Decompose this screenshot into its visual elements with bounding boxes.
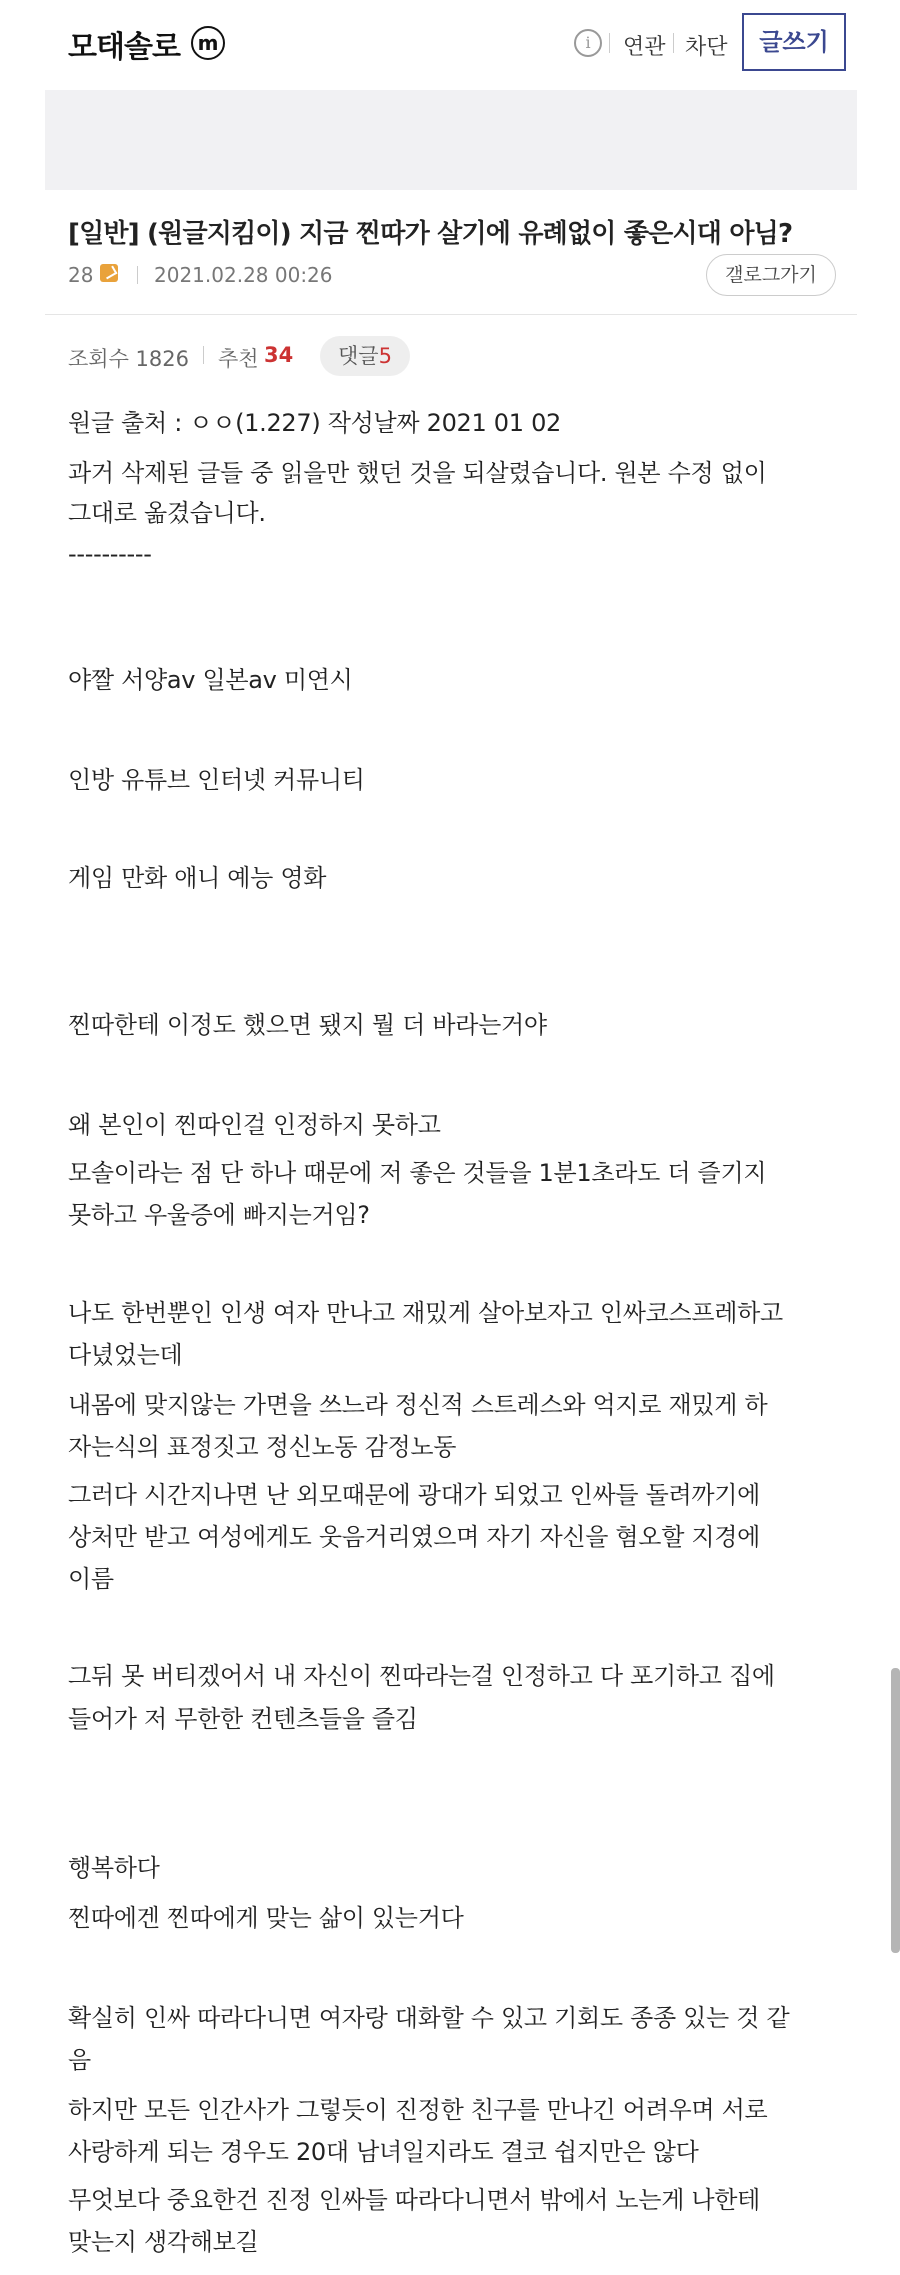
ad-banner (45, 90, 857, 190)
post-title: [일반] (원글지킴이) 지금 찐따가 살기에 유례없이 좋은시대 아님? (68, 219, 793, 249)
body-line: 확실히 인싸 따라다니면 여자랑 대화할 수 있고 기회도 종종 있는 것 같 (68, 2004, 790, 2032)
body-line: 과거 삭제된 글들 중 읽을만 했던 것을 되살렸습니다. 원본 수정 없이 (68, 459, 767, 487)
author-level: 28 (68, 263, 94, 287)
body-line: 나도 한번뿐인 인생 여자 만나고 재밌게 살아보자고 인싸코스프레하고 (68, 1299, 783, 1327)
body-line: 자는식의 표정짓고 정신노동 감정노동 (68, 1433, 457, 1461)
write-button[interactable]: 글쓰기 (742, 13, 846, 71)
body-line: 원글 출처 : ㅇㅇ(1.227) 작성날짜 2021 01 02 (68, 409, 562, 437)
body-line: 그러다 시간지나면 난 외모때문에 광대가 되었고 인싸들 돌려까기에 (68, 1481, 761, 1509)
memo-icon (100, 264, 118, 282)
gallog-button[interactable]: 갤로그가기 (706, 254, 836, 296)
divider (45, 314, 857, 315)
body-line: 그뒤 못 버티겠어서 내 자신이 찐따라는걸 인정하고 다 포기하고 집에 (68, 1662, 775, 1690)
body-line: 찐따한테 이정도 했으면 됐지 뭘 더 바라는거야 (68, 1011, 547, 1039)
gallery-name[interactable]: 모태솔로 (68, 30, 180, 65)
body-line: 찐따에겐 찐따에게 맞는 삶이 있는거다 (68, 1904, 464, 1932)
body-line: 내몸에 맞지않는 가면을 쓰느라 정신적 스트레스와 억지로 재밌게 하 (68, 1391, 768, 1419)
body-line: 이름 (68, 1565, 114, 1593)
related-link[interactable]: 연관 (623, 35, 666, 60)
recommend-count: 34 (264, 343, 294, 367)
body-line: 왜 본인이 찐따인걸 인정하지 못하고 (68, 1111, 441, 1139)
body-line: 하지만 모든 인간사가 그렇듯이 진정한 친구를 만나긴 어려우며 서로 (68, 2096, 768, 2124)
body-line: 못하고 우울증에 빠지는거임? (68, 1201, 370, 1229)
divider (137, 266, 138, 284)
scrollbar[interactable] (891, 1668, 900, 1953)
body-line: 음 (68, 2046, 91, 2074)
body-line: 인방 유튜브 인터넷 커뮤니티 (68, 766, 365, 794)
minor-gallery-badge-icon: m (191, 26, 225, 60)
body-line: 다녔었는데 (68, 1341, 183, 1369)
divider (673, 33, 674, 53)
body-line: 그대로 옮겼습니다. (68, 499, 266, 527)
view-count: 조회수 1826 (68, 347, 189, 371)
body-line: 모솔이라는 점 단 하나 때문에 저 좋은 것들을 1분1초라도 더 즐기지 (68, 1159, 767, 1187)
body-line: 사랑하게 되는 경우도 20대 남녀일지라도 결코 쉽지만은 않다 (68, 2138, 699, 2166)
body-line: 행복하다 (68, 1854, 160, 1882)
comment-count: 5 (378, 344, 392, 368)
body-line: 상처만 받고 여성에게도 웃음거리였으며 자기 자신을 혐오할 지경에 (68, 1523, 761, 1551)
body-line: ---------- (68, 540, 152, 568)
body-line: 야짤 서양av 일본av 미연시 (68, 666, 353, 694)
body-line: 게임 만화 애니 예능 영화 (68, 864, 327, 892)
recommend-label: 추천 (218, 347, 259, 371)
comment-button[interactable] (320, 336, 410, 376)
info-icon[interactable]: i (574, 29, 602, 57)
post-date: 2021.02.28 00:26 (154, 263, 333, 287)
body-line: 맞는지 생각해보길 (68, 2228, 259, 2256)
top-bar (0, 0, 900, 90)
divider (203, 346, 204, 364)
body-line: 들어가 저 무한한 컨텐츠들을 즐김 (68, 1705, 418, 1733)
body-line: 무엇보다 중요한건 진정 인싸들 따라다니면서 밖에서 노는게 나한테 (68, 2186, 761, 2214)
divider (609, 33, 610, 53)
comment-label: 댓글 (338, 344, 379, 368)
block-link[interactable]: 차단 (685, 35, 728, 60)
